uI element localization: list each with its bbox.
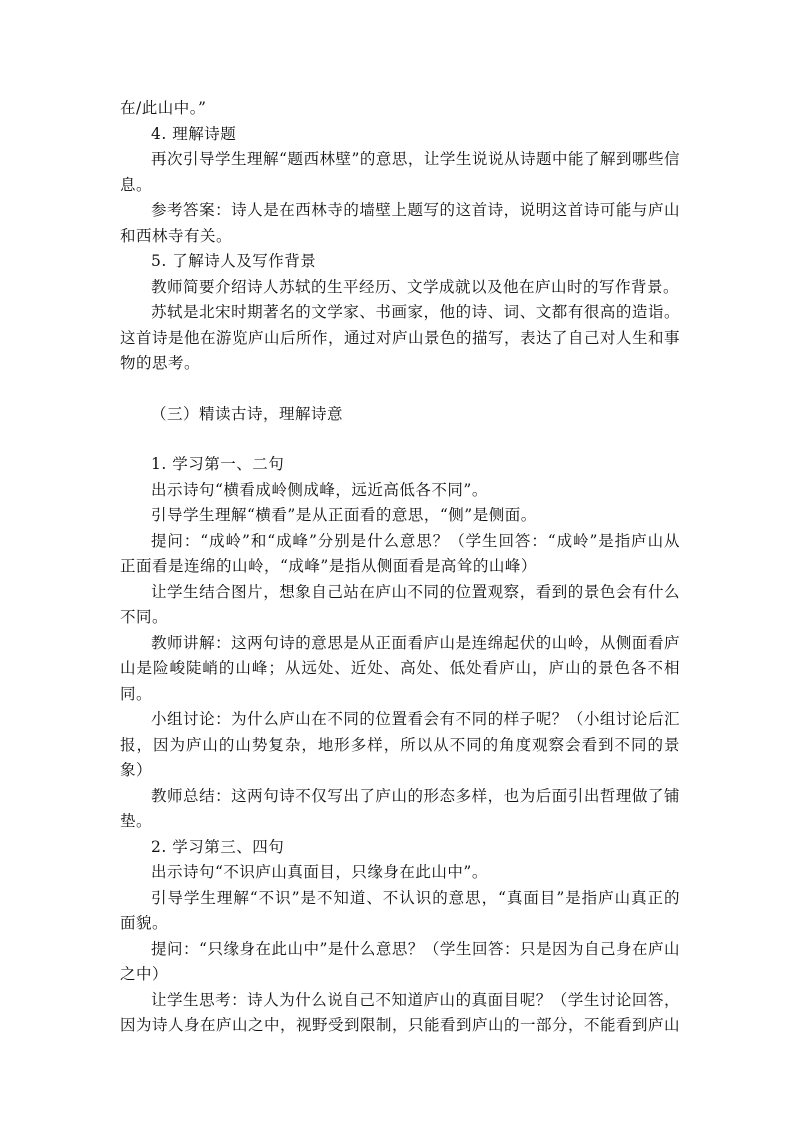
- paragraph: 教师总结：这两句诗不仅写出了庐山的形态多样，也为后面引出哲理做了铺垫。: [120, 786, 680, 830]
- paragraph: 引导学生理解“不识”是不知道、不认识的意思，“真面目”是指庐山真正的面貌。: [120, 888, 680, 932]
- paragraph: 教师讲解：这两句诗的意思是从正面看庐山是连绵起伏的山岭，从侧面看庐山是险峻陡峭的山峰；从远处、近处、高处、低处看庐山，庐山的景色各不相同。: [120, 633, 680, 703]
- heading-understand-title: 4. 理解诗题: [151, 124, 237, 143]
- paragraph: 出示诗句“横看成岭侧成峰，远近高低各不同”。: [151, 480, 488, 499]
- paragraph: 提问：“只缘身在此山中”是什么意思？（学生回答：只是因为自己身在庐山之中）: [120, 939, 680, 983]
- paragraph: 教师简要介绍诗人苏轼的生平经历、文学成就以及他在庐山时的写作背景。: [151, 277, 680, 296]
- document-page: [120, 96, 680, 1039]
- paragraph: 引导学生理解“横看”是从正面看的意思，“侧”是侧面。: [151, 506, 537, 524]
- paragraph: 参考答案：诗人是在西林寺的墙壁上题写的这首诗，说明这首诗可能与庐山和西林寺有关。: [120, 201, 680, 245]
- paragraph: 苏轼是北宋时期著名的文学家、书画家，他的诗、词、文都有很高的造诣。这首诗是他在游览庐山后所作，通过对庐山景色的描写，表达了自己对人生和事物的思考。: [120, 303, 681, 372]
- paragraph: 提问：“成岭”和“成峰”分别是什么意思？（学生回答：“成岭”是指庐山从正面看是连绵的山岭，“成峰”是指从侧面看是高耸的山峰）: [120, 531, 680, 575]
- paragraph: 小组讨论：为什么庐山在不同的位置看会有不同的样子呢？（小组讨论后汇报，因为庐山的山势复杂，地形多样，所以从不同的角度观察会看到不同的景象）: [120, 710, 680, 779]
- paragraph: 让学生结合图片，想象自己站在庐山不同的位置观察，看到的景色会有什么不同。: [120, 582, 680, 626]
- heading-poet-background: 5. 了解诗人及写作背景: [151, 252, 317, 270]
- section-title: （三）精读古诗，理解诗意: [151, 404, 344, 423]
- heading-lines-1-2: 1. 学习第一、二句: [151, 455, 285, 473]
- heading-lines-3-4: 2. 学习第三、四句: [151, 837, 285, 856]
- paragraph: 出示诗句“不识庐山真面目，只缘身在此山中”。: [151, 863, 488, 881]
- paragraph: 让学生思考：诗人为什么说自己不知道庐山的真面目呢？（学生讨论回答，因为诗人身在庐山之中，视野受到限制，只能看到庐山的一部分，不能看到庐山: [120, 990, 681, 1034]
- paragraph-continuation: 在/此山中。”: [120, 99, 207, 117]
- paragraph: 再次引导学生理解“题西林壁”的意思，让学生说说从诗题中能了解到哪些信息。: [120, 150, 680, 194]
